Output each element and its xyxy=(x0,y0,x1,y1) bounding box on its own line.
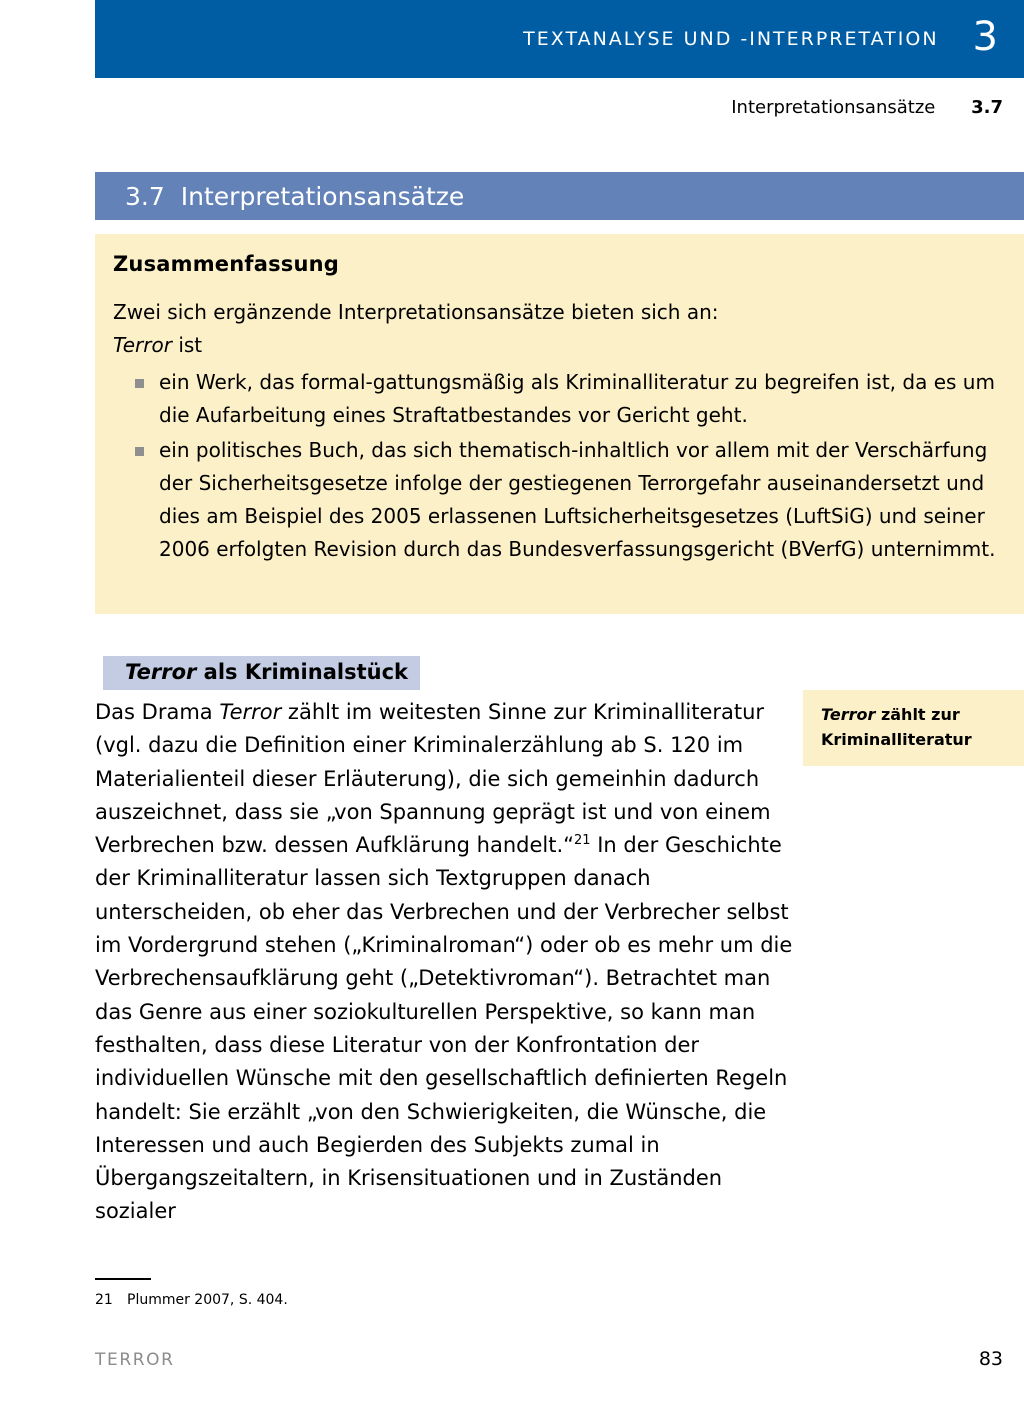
page-footer xyxy=(95,1348,1003,1370)
body-text-column xyxy=(95,696,795,1229)
summary-subject-title: Terror xyxy=(113,333,172,357)
margin-note-text: zählt zur Kriminalliteratur xyxy=(821,705,972,749)
body-text-before-title: Das Drama xyxy=(95,700,220,724)
margin-note-title: Terror xyxy=(821,705,876,724)
body-text-main: zählt im weitesten Sinne zur Kriminalliteratur (vgl. dazu die Definition einer Kriminalerzählung ab S. 120 im Materialienteil dieser Erläuterung), die sich gemeinhin dadurch auszeichnet, dass sie „von Spannung geprägt ist und von einem Verbrechen bzw. dessen Aufklärung handelt.“ xyxy=(95,700,771,858)
list-item-text: ein politisches Buch, das sich thematisch-inhaltlich vor allem mit der Verschärfung der Sicherheitsgesetze infolge der gestiegenen Terrorgefahr auseinandersetzt und dies am Beispiel des 2005 erlassenen Luftsicherheitsgesetzes (LuftSiG) und seiner 2006 erfolgten Revision durch das Bundesverfassungsgericht (BVerfG) unternimmt. xyxy=(159,438,996,561)
margin-note xyxy=(803,690,1024,766)
running-head-number: 3.7 xyxy=(971,97,1003,118)
chapter-header-title: TEXTANALYSE UND -INTERPRETATION xyxy=(523,28,939,50)
body-text-continued: In der Geschichte der Kriminalliteratur lassen sich Textgruppen danach unterscheiden, ob eher das Verbrechen und der Verbrecher selbst im Vordergrund stehen („Kriminalroman“) oder ob es mehr um die Verbrechensaufklärung geht („Detektivroman“). Betrachtet man das Genre aus einer soziokulturellen Perspektive, so kann man festhalten, dass diese Literatur von der Konfrontation der individuellen Wünsche mit den gesellschaftlich definierten Regeln handelt: Sie erzählt „von den Schwierigkeiten, die Wünsche, die Interessen und auch Begierden des Subjekts zumal in Übergangszeitaltern, in Krisensituationen und in Zuständen sozialer xyxy=(95,833,793,1224)
summary-box xyxy=(95,234,1024,614)
section-title: Interpretationsansätze xyxy=(180,181,465,211)
subsection-heading xyxy=(103,656,420,690)
footnote-text: Plummer 2007, S. 404. xyxy=(127,1292,288,1308)
square-bullet-icon xyxy=(135,447,144,456)
chapter-number: 3 xyxy=(972,14,998,60)
footnote-marker[interactable]: 21 xyxy=(574,833,591,849)
footnote-separator-rule xyxy=(95,1278,151,1280)
chapter-header-bar xyxy=(95,0,1024,78)
body-work-title: Terror xyxy=(219,700,282,724)
summary-heading: Zusammenfassung xyxy=(113,252,340,276)
footer-book-title: TERROR xyxy=(95,1350,175,1370)
summary-subject xyxy=(113,329,996,362)
list-item-text: ein Werk, das formal-gattungsmäßig als Kriminalliteratur zu begreifen ist, da es um die Aufarbeitung eines Straftatbestandes vor Gericht geht. xyxy=(159,370,995,427)
page-number: 83 xyxy=(978,1348,1003,1370)
square-bullet-icon xyxy=(135,379,144,388)
summary-intro: Zwei sich ergänzende Interpretationsansätze bieten sich an: xyxy=(113,300,719,324)
summary-subject-rest: ist xyxy=(171,333,203,357)
running-head-label: Interpretationsansätze xyxy=(731,97,936,118)
subsection-heading-title: Terror xyxy=(125,660,197,684)
running-head xyxy=(95,97,1003,118)
list-item xyxy=(113,366,996,432)
section-heading-bar xyxy=(95,172,1024,220)
footnote-number: 21 xyxy=(95,1292,113,1308)
list-item xyxy=(113,434,996,566)
summary-bullet-list xyxy=(113,366,996,566)
subsection-heading-rest: als Kriminalstück xyxy=(196,660,408,684)
footnote xyxy=(95,1290,288,1310)
section-number: 3.7 xyxy=(125,181,165,211)
body-paragraph xyxy=(95,696,795,1229)
